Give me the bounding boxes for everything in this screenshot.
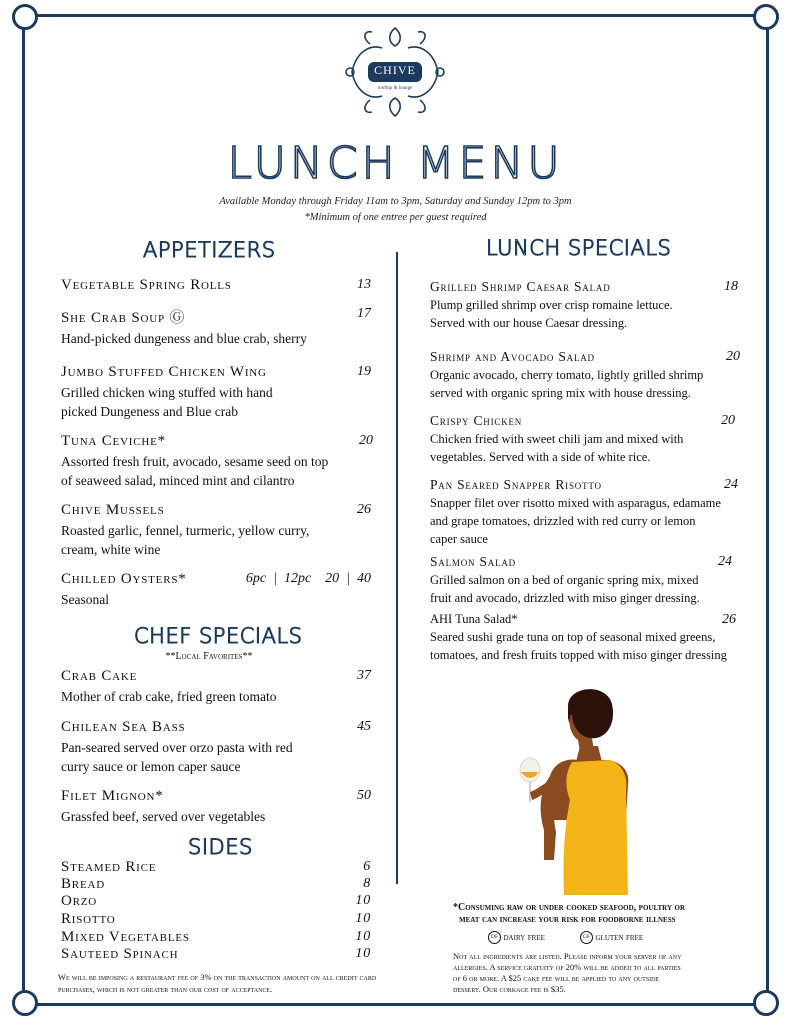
side-item <box>61 876 371 893</box>
chef-item <box>61 719 371 776</box>
availability-note: Available Monday through Friday 11am to 3pm, Saturday and Sunday 12pm to 3pm <box>219 196 572 207</box>
appetizer-item <box>61 571 371 609</box>
raw-food-warning-line1: *Consuming raw or under cooked seafood, poultry or <box>453 902 686 913</box>
corner-ornament-bottom-right <box>753 990 779 1016</box>
item-name: Chive Mussels <box>61 502 165 518</box>
item-description: Hand-picked dungeness and blue crab, sherry <box>61 331 307 346</box>
item-price: 19 <box>357 364 371 379</box>
item-description: Assorted fresh fruit, avocado, sesame seed on top <box>61 454 329 469</box>
side-item <box>61 946 371 963</box>
lunch-item <box>430 554 732 607</box>
chef-item <box>61 788 371 826</box>
item-description: Organic avocado, cherry tomato, lightly grilled shrimp <box>430 368 704 382</box>
side-name: Risotto <box>61 911 116 927</box>
side-item <box>61 859 371 876</box>
allergy-note-line1: Not all ingredients are listed. Please inform your server of any <box>453 951 682 961</box>
item-price: 13 <box>357 277 371 292</box>
dairy-free-legend <box>488 931 545 944</box>
item-price: 45 <box>357 719 371 734</box>
corner-ornament-bottom-left <box>12 990 38 1016</box>
item-name: Tuna Ceviche* <box>61 433 166 449</box>
item-name: Vegetable Spring Rolls <box>61 277 232 293</box>
side-item <box>61 929 371 946</box>
appetizer-item <box>61 502 371 559</box>
item-price: 37 <box>357 668 371 683</box>
gluten-free-legend <box>580 931 643 944</box>
dairy-free-label: dairy free <box>503 931 545 943</box>
item-price: 50 <box>357 788 371 803</box>
side-name: Mixed Vegetables <box>61 929 190 945</box>
woman-with-wine-illustration <box>510 680 650 895</box>
item-description: Snapper filet over risotto mixed with asparagus, edamame <box>430 496 721 510</box>
menu-title: LUNCH MENU <box>227 138 564 189</box>
allergy-note-line4: dessert. Our corkage fee is $35. <box>453 984 566 994</box>
item-description: curry sauce or lemon caper sauce <box>61 759 241 774</box>
column-divider <box>396 252 398 884</box>
item-name: Jumbo Stuffed Chicken Wing <box>61 364 267 380</box>
appetizers-heading: APPETIZERS <box>143 238 276 262</box>
item-description: picked Dungeness and Blue crab <box>61 404 238 419</box>
gluten-free-icon: GF <box>580 931 593 944</box>
allergy-note-line2: allergies. A service gratuity of 20% will be added to all parties <box>453 962 681 972</box>
item-description: Served with our house Caesar dressing. <box>430 316 628 330</box>
corner-ornament-top-left <box>12 4 38 30</box>
chef-specials-subheading: **Local Favorites** <box>165 651 253 662</box>
chive-logo <box>340 22 450 122</box>
item-description: served with organic spring mix with house dressing. <box>430 386 691 400</box>
appetizer-item <box>61 306 371 348</box>
item-description: Mother of crab cake, fried green tomato <box>61 689 277 704</box>
item-price: 24 <box>724 477 738 492</box>
side-name: Orzo <box>61 893 98 909</box>
item-description: Chicken fried with sweet chili jam and mixed with <box>430 432 684 446</box>
lunch-specials-heading: LUNCH SPECIALS <box>486 236 672 260</box>
item-description: Grassfed beef, served over vegetables <box>61 809 266 824</box>
side-price: 6 <box>363 859 371 874</box>
item-price: 24 <box>718 554 732 569</box>
item-description: and grape tomatoes, drizzled with red curry or lemon <box>430 514 696 528</box>
logo-name: CHIVE <box>374 63 416 77</box>
lunch-item <box>430 413 735 466</box>
lunch-item <box>430 279 738 332</box>
item-name: Chilled Oysters* <box>61 571 187 587</box>
side-price: 10 <box>355 929 371 944</box>
side-item <box>61 911 371 928</box>
item-price: 20 <box>359 433 373 448</box>
raw-food-warning-line2: meat can increase your risk for foodborne illness <box>459 914 676 925</box>
side-item <box>61 893 371 910</box>
item-name: Chilean Sea Bass <box>61 719 186 735</box>
item-description: Seared sushi grade tuna on top of seasonal mixed greens, <box>430 630 716 644</box>
appetizer-item <box>61 277 371 294</box>
allergy-note-line3: of 6 or more. A $25 cake fee will be applied to any outside <box>453 973 660 983</box>
item-description: Grilled salmon on a bed of organic spring mix, mixed <box>430 573 699 587</box>
side-price: 8 <box>363 876 371 891</box>
logo-tagline: rooftop & lounge <box>377 86 413 91</box>
item-price: 6pc | 12pc 20 | 40 <box>245 571 371 586</box>
item-name: Filet Mignon* <box>61 788 164 804</box>
item-description: fruit and avocado, drizzled with miso ginger dressing. <box>430 591 700 605</box>
item-description: Grilled chicken wing stuffed with hand <box>61 385 273 400</box>
side-price: 10 <box>355 911 371 926</box>
appetizer-item <box>61 433 373 490</box>
appetizer-item <box>61 364 371 421</box>
item-price: 26 <box>357 502 371 517</box>
dairy-free-icon: DF <box>488 931 501 944</box>
chef-item <box>61 668 371 706</box>
item-description: vegetables. Served with a side of white rice. <box>430 450 651 464</box>
gluten-free-label: gluten free <box>595 931 644 943</box>
item-price: 20 <box>721 413 735 428</box>
item-description: Seasonal <box>61 592 109 607</box>
item-name: Crispy Chicken <box>430 413 523 428</box>
item-description: Pan-seared served over orzo pasta with red <box>61 740 293 755</box>
lunch-item <box>430 477 738 548</box>
item-price: 17 <box>357 306 371 321</box>
item-name: Grilled Shrimp Caesar Salad <box>430 279 611 294</box>
item-description: of seaweed salad, minced mint and cilantro <box>61 473 295 488</box>
item-description: caper sauce <box>430 532 488 546</box>
item-price: 26 <box>722 612 736 627</box>
item-name: Salmon Salad <box>430 554 516 569</box>
item-name: Pan Seared Snapper Risotto <box>430 477 602 492</box>
side-name: Bread <box>61 876 105 892</box>
sides-heading: SIDES <box>188 835 253 859</box>
item-name: AHI Tuna Salad* <box>430 612 518 626</box>
minimum-note: *Minimum of one entree per guest required <box>304 212 487 223</box>
lunch-item <box>430 612 736 664</box>
item-name: Crab Cake <box>61 668 138 684</box>
item-price: 20 <box>726 349 740 364</box>
item-description: Roasted garlic, fennel, turmeric, yellow curry, <box>61 523 310 538</box>
chef-specials-heading: CHEF SPECIALS <box>134 624 303 648</box>
side-name: Sauteed Spinach <box>61 946 179 962</box>
item-name: She Crab Soup Ⓖ <box>61 310 186 326</box>
side-name: Steamed Rice <box>61 859 157 875</box>
side-price: 10 <box>355 893 371 908</box>
item-description: cream, white wine <box>61 542 161 557</box>
item-price: 18 <box>724 279 738 294</box>
corner-ornament-top-right <box>753 4 779 30</box>
item-description: Plump grilled shrimp over crisp romaine lettuce. <box>430 298 673 312</box>
lunch-item <box>430 349 740 402</box>
item-description: tomatoes, and fresh fruits topped with miso ginger dressing <box>430 648 727 662</box>
item-name: Shrimp and Avocado Salad <box>430 349 595 364</box>
card-fee-note: We will be imposing a restaurant fee of 3% on the transaction amount on all credit card purchases, which is not greater than our cost of acceptance. <box>58 972 377 994</box>
side-price: 10 <box>355 946 371 961</box>
